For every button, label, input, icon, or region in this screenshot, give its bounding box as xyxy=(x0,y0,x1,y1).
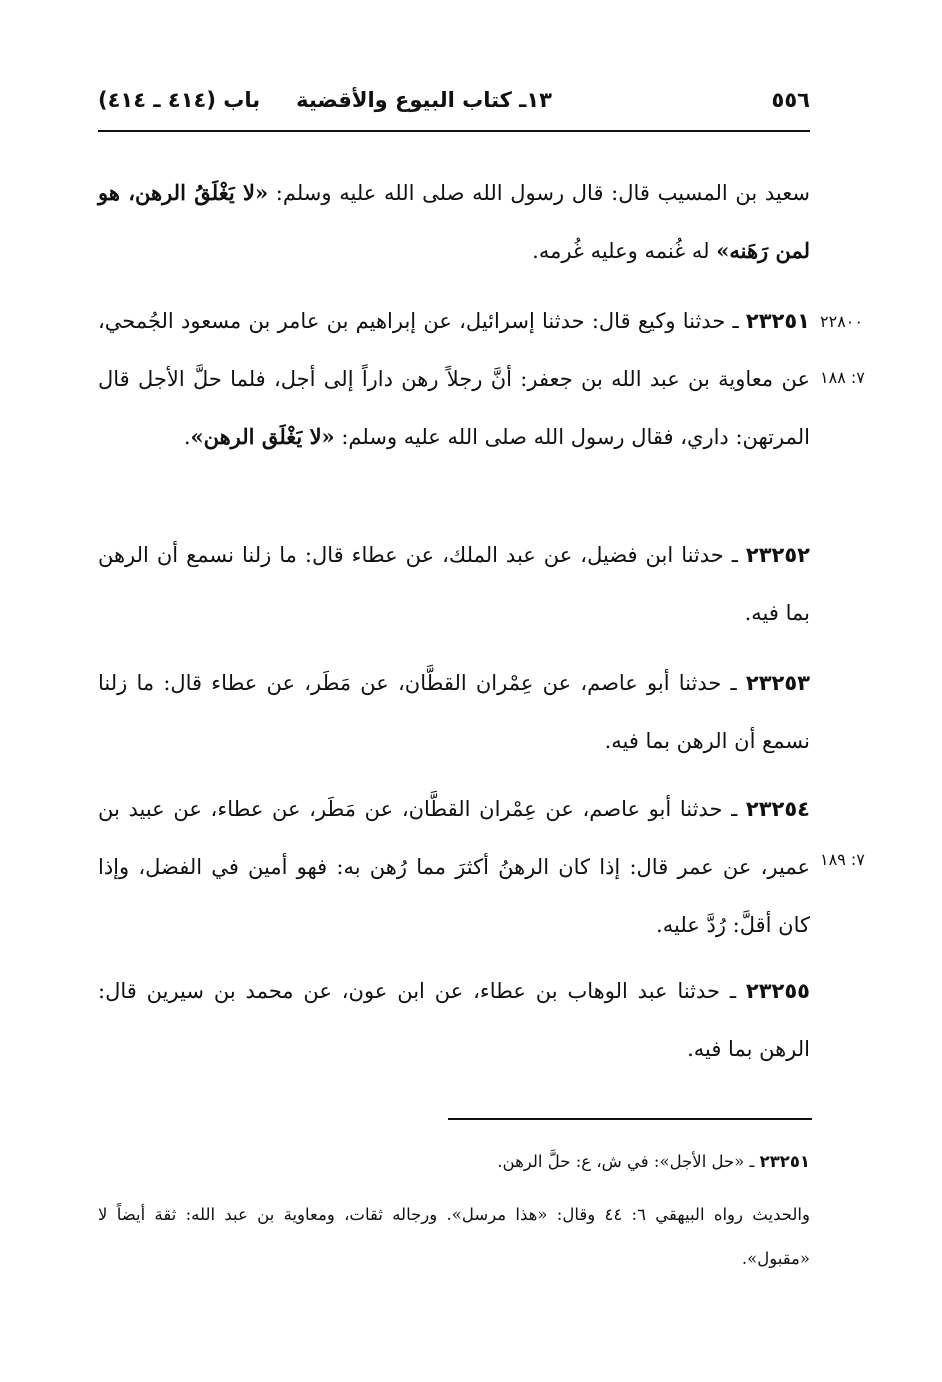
footnote xyxy=(98,1193,810,1281)
hadith-passage xyxy=(98,292,810,466)
hadith-number: ٢٣٢٥٥ xyxy=(745,979,810,1003)
footnote-rule xyxy=(448,1118,812,1120)
passage-text: ـ حدثنا وكيع قال: حدثنا إسرائيل، عن إبراهيم بن عامر بن مسعود الجُمحي، عن معاوية بن عبد الله بن جعفر: أنَّ رجلاً رهن داراً إلى أجل، فلما حلَّ الأجل قال المرتهن: داري، فقال رسول الله صلى الله عليه وسلم: xyxy=(98,309,810,449)
footnote xyxy=(98,1140,810,1184)
running-header xyxy=(98,88,810,124)
hadith-number: ٢٣٢٥٢ xyxy=(745,543,810,567)
footnote-text: والحديث رواه البيهقي ٦: ٤٤ وقال: «هذا مرسل». ورجاله ثقات، ومعاوية بن عبد الله: ثقة أيضاً لا «مقبول». xyxy=(98,1205,810,1268)
passage-text: له غُنمه وعليه غُرمه. xyxy=(532,239,717,263)
hadith-number: ٢٣٢٥٤ xyxy=(745,797,810,821)
hadith-number: ٢٣٢٥٣ xyxy=(745,671,810,695)
margin-ref: ٧: ١٨٩ xyxy=(820,850,865,869)
header-rule xyxy=(98,130,810,132)
footnote-text: ـ «حل الأجل»: في ش، ع: حلَّ الرهن. xyxy=(497,1152,760,1171)
passage-text: ـ حدثنا أبو عاصم، عن عِمْران القطَّان، عن مَطَر، عن عطاء قال: ما زلنا نسمع أن الرهن بما فيه. xyxy=(98,671,810,753)
hadith-passage xyxy=(98,526,810,642)
chapter-range: باب (٤١٤ ـ ٤١٤) xyxy=(98,88,261,112)
hadith-passage xyxy=(98,164,810,280)
prophetic-quote: «لا يَغْلَق الرهن» xyxy=(190,424,335,449)
margin-ref: ٢٢٨٠٠ xyxy=(820,312,863,331)
prophetic-quote: «لا يَغْلَقُ الرهن، هو لمن رَهَنه» xyxy=(98,180,810,263)
hadith-passage xyxy=(98,780,810,954)
hadith-number: ٢٣٢٥١ xyxy=(745,309,810,333)
passage-text: سعيد بن المسيب قال: قال رسول الله صلى الله عليه وسلم: xyxy=(268,181,810,205)
hadith-passage xyxy=(98,962,810,1078)
footnote-number: ٢٣٢٥١ xyxy=(759,1152,810,1171)
passage-text: ـ حدثنا عبد الوهاب بن عطاء، عن ابن عون، عن محمد بن سيرين قال: الرهن بما فيه. xyxy=(98,979,810,1061)
margin-ref: ٧: ١٨٨ xyxy=(820,368,865,387)
page-number: ٥٥٦ xyxy=(771,88,810,112)
passage-text: ـ حدثنا أبو عاصم، عن عِمْران القطَّان، عن مَطَر، عن عطاء، عن عبيد بن عمير، عن عمر قال: إذا كان الرهنُ أكثرَ مما رُهن به: فهو أمين في الفضل، وإذا كان أقلَّ: رُدَّ عليه. xyxy=(98,797,810,937)
book-title: ١٣ـ كتاب البيوع والأقضية xyxy=(296,88,552,112)
passage-text: . xyxy=(183,425,191,449)
passage-text: ـ حدثنا ابن فضيل، عن عبد الملك، عن عطاء قال: ما زلنا نسمع أن الرهن بما فيه. xyxy=(98,543,810,625)
hadith-passage xyxy=(98,654,810,770)
